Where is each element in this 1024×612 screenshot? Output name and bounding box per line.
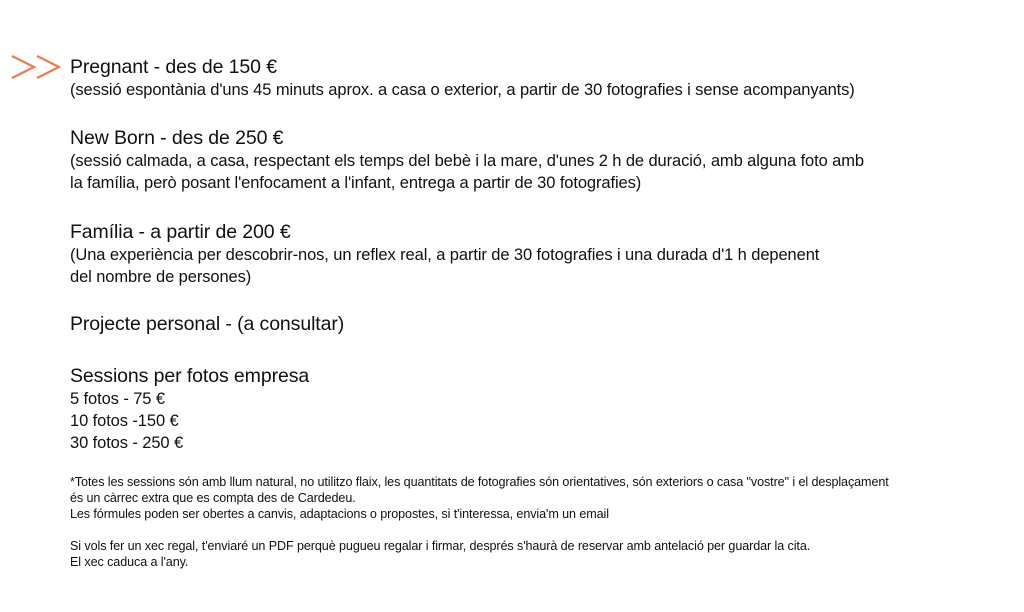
pricing-content [70,55,1010,570]
section-description: (sessió calmada, a casa, respectant els temps del bebè i la mare, d'unes 2 h de duració, amb alguna foto amb [70,152,864,170]
section-new-born [70,126,1010,194]
footnote-line: és un càrrec extra que es compta des de Cardedeu. [70,491,356,505]
section-description: (Una experiència per descobrir-nos, un reflex real, a partir de 30 fotografies i una durada d'1 h depenent [70,246,820,264]
price-line: 30 fotos - 250 € [70,434,184,452]
footnote-line: *Totes les sessions són amb llum natural, no utilitzo flaix, les quantitats de fotografies són orientatives, són exteriors o casa "vostre" i el desplaçament [70,475,889,489]
section-title: Projecte personal - (a consultar) [70,313,345,335]
section-title: Família - a partir de 200 € [70,221,291,243]
section-sessions-empresa [70,364,1010,454]
section-title: New Born - des de 250 € [70,127,284,149]
section-title: Pregnant - des de 150 € [70,56,277,78]
price-line: 5 fotos - 75 € [70,390,165,408]
footnotes [70,474,1010,570]
section-pregnant [70,55,1010,101]
section-title: Sessions per fotos empresa [70,365,310,387]
section-projecte-personal [70,312,1010,336]
section-description: (sessió espontània d'uns 45 minuts aprox. a casa o exterior, a partir de 30 fotografies i sense acompanyants) [70,81,855,99]
voucher-note-line: Si vols fer un xec regal, t'enviaré un PDF perquè pugueu regalar i firmar, després s'haurà de reservar amb antelació per guardar la cita. [70,539,811,553]
price-line: 10 fotos -150 € [70,412,179,430]
section-familia [70,220,1010,288]
footnote-line: Les fórmules poden ser obertes a canvis, adaptacions o propostes, si t'interessa, envia'm un email [70,507,609,521]
section-description: la família, però posant l'enfocament a l'infant, entrega a partir de 30 fotografies) [70,174,642,192]
double-chevron-right-icon [11,54,63,80]
section-description: del nombre de persones) [70,268,252,286]
voucher-note-line: El xec caduca a l'any. [70,555,189,569]
